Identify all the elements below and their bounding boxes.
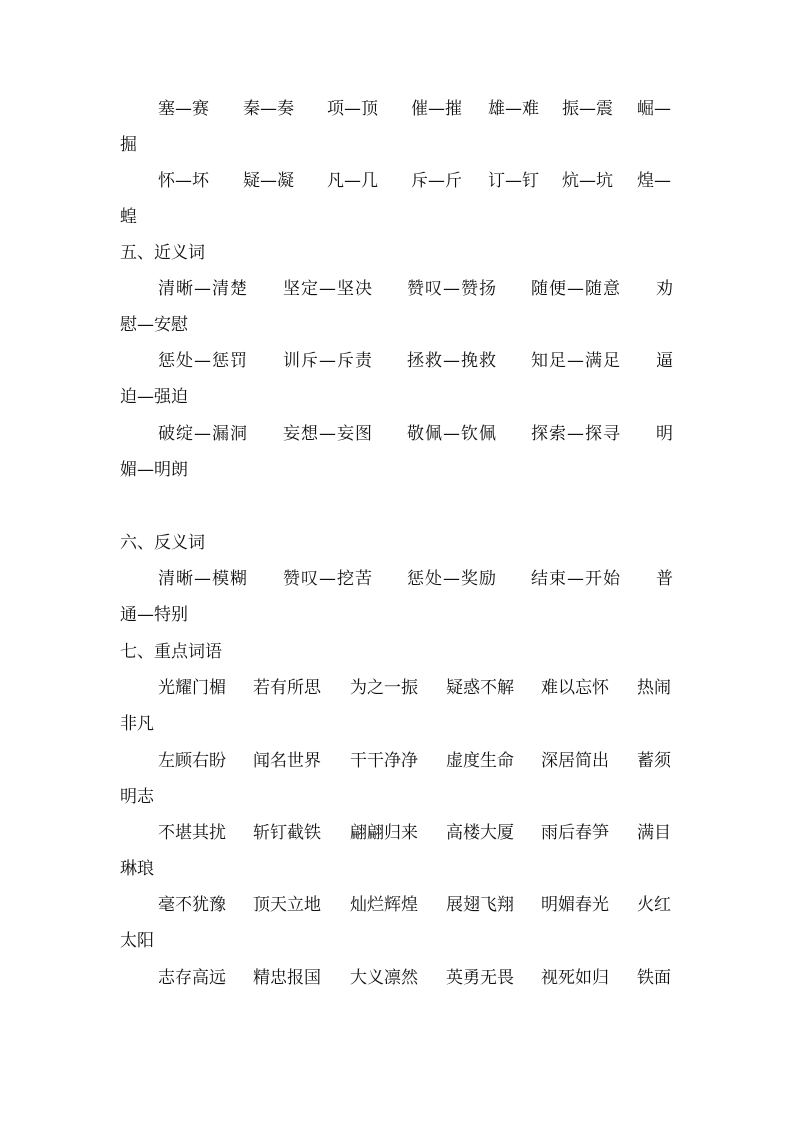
idiom: 高楼大厦 — [446, 823, 514, 843]
sec4-row2 — [0, 163, 794, 199]
idiom: 左顾右盼 — [158, 751, 226, 771]
idiom: 热闹 — [637, 678, 671, 698]
word-pair: 塞—赛 — [158, 99, 209, 119]
sec7-row2 — [0, 743, 794, 779]
idiom: 翩翩归来 — [350, 823, 418, 843]
synonym-pair: 劝 — [656, 279, 674, 299]
sec7-row4 — [0, 887, 794, 923]
section-title: 六、反义词 — [120, 533, 205, 553]
synonym-pair: 清晰—清楚 — [158, 279, 248, 299]
idiom: 火红 — [637, 895, 671, 915]
sec5-row2-wrap — [0, 379, 794, 415]
sec7-row3 — [0, 815, 794, 851]
wrapped-text: 蝗 — [120, 207, 137, 227]
sec7-row1 — [0, 670, 794, 706]
antonym-pair: 结束—开始 — [531, 569, 621, 589]
sec4-row1-wrap — [0, 127, 794, 163]
idiom: 视死如归 — [541, 968, 609, 988]
wrapped-text: 掘 — [120, 135, 137, 155]
word-pair: 斥—斤 — [411, 171, 462, 191]
idiom: 不堪其扰 — [158, 823, 226, 843]
synonym-pair: 拯救—挽救 — [407, 351, 497, 371]
sec7-row5 — [0, 960, 794, 996]
idiom: 斩钉截铁 — [253, 823, 321, 843]
idiom: 干干净净 — [350, 751, 418, 771]
idiom: 明媚春光 — [541, 895, 609, 915]
synonym-pair: 探索—探寻 — [531, 424, 621, 444]
sec6-row1-wrap — [0, 597, 794, 633]
idiom: 光耀门楣 — [158, 678, 226, 698]
word-pair: 雄—难 — [488, 99, 539, 119]
sec7-row3-wrap — [0, 851, 794, 887]
section-title: 七、重点词语 — [120, 642, 222, 662]
word-pair: 秦—奏 — [243, 99, 294, 119]
synonym-pair: 随便—随意 — [531, 279, 621, 299]
sec7-row2-wrap — [0, 779, 794, 815]
idiom: 铁面 — [637, 968, 671, 988]
word-pair: 炕—坑 — [562, 171, 613, 191]
wrapped-text: 迫—强迫 — [120, 387, 188, 407]
sec7-heading — [0, 634, 794, 670]
synonym-pair: 知足—满足 — [531, 351, 621, 371]
sec6-row1 — [0, 561, 794, 597]
idiom: 闻名世界 — [253, 751, 321, 771]
word-pair: 振—震 — [562, 99, 613, 119]
sec4-row2-wrap — [0, 199, 794, 235]
word-pair: 煌— — [637, 171, 671, 191]
word-pair: 崛— — [637, 99, 671, 119]
idiom: 展翅飞翔 — [446, 895, 514, 915]
idiom: 顶天立地 — [253, 895, 321, 915]
sec5-row2 — [0, 343, 794, 379]
wrapped-text: 非凡 — [120, 714, 154, 734]
idiom: 灿烂辉煌 — [350, 895, 418, 915]
sec5-heading — [0, 235, 794, 271]
idiom: 毫不犹豫 — [158, 895, 226, 915]
synonym-pair: 妄想—妄图 — [283, 424, 373, 444]
idiom: 志存高远 — [158, 968, 226, 988]
wrapped-text: 明志 — [120, 787, 154, 807]
idiom: 难以忘怀 — [541, 678, 609, 698]
sec5-row1-wrap — [0, 307, 794, 343]
wrapped-text: 太阳 — [120, 931, 154, 951]
sec6-heading — [0, 525, 794, 561]
idiom: 疑惑不解 — [446, 678, 514, 698]
sec5-row1 — [0, 271, 794, 307]
idiom: 雨后春笋 — [541, 823, 609, 843]
synonym-pair: 坚定—坚决 — [283, 279, 373, 299]
antonym-pair: 赞叹—挖苦 — [283, 569, 373, 589]
idiom: 满目 — [637, 823, 671, 843]
idiom: 为之一振 — [350, 678, 418, 698]
idiom: 虚度生命 — [446, 751, 514, 771]
word-pair: 凡—几 — [327, 171, 378, 191]
idiom: 英勇无畏 — [446, 968, 514, 988]
antonym-pair: 清晰—模糊 — [158, 569, 248, 589]
idiom: 精忠报国 — [253, 968, 321, 988]
wrapped-text: 琳琅 — [120, 859, 154, 879]
sec4-row1 — [0, 91, 794, 127]
word-pair: 疑—凝 — [243, 171, 294, 191]
synonym-pair: 敬佩—钦佩 — [407, 424, 497, 444]
idiom: 大义凛然 — [350, 968, 418, 988]
word-pair: 催—摧 — [411, 99, 462, 119]
idiom: 深居简出 — [541, 751, 609, 771]
sec5-row3-wrap — [0, 452, 794, 488]
wrapped-text: 慰—安慰 — [120, 315, 188, 335]
synonym-pair: 赞叹—赞扬 — [407, 279, 497, 299]
wrapped-text: 媚—明朗 — [120, 460, 188, 480]
synonym-pair: 惩处—惩罚 — [158, 351, 248, 371]
synonym-pair: 训斥—斥责 — [283, 351, 373, 371]
sec7-row4-wrap — [0, 923, 794, 959]
word-pair: 订—钉 — [488, 171, 539, 191]
word-pair: 怀—坏 — [158, 171, 209, 191]
idiom: 若有所思 — [253, 678, 321, 698]
section-title: 五、近义词 — [120, 243, 205, 263]
sec7-row1-wrap — [0, 706, 794, 742]
antonym-pair: 惩处—奖励 — [407, 569, 497, 589]
synonym-pair: 明 — [656, 424, 674, 444]
word-pair: 项—顶 — [327, 99, 378, 119]
wrapped-text: 通—特别 — [120, 605, 188, 625]
antonym-pair: 普 — [656, 569, 674, 589]
sec5-row3 — [0, 416, 794, 452]
synonym-pair: 逼 — [656, 351, 674, 371]
synonym-pair: 破绽—漏洞 — [158, 424, 248, 444]
idiom: 蓄须 — [637, 751, 671, 771]
